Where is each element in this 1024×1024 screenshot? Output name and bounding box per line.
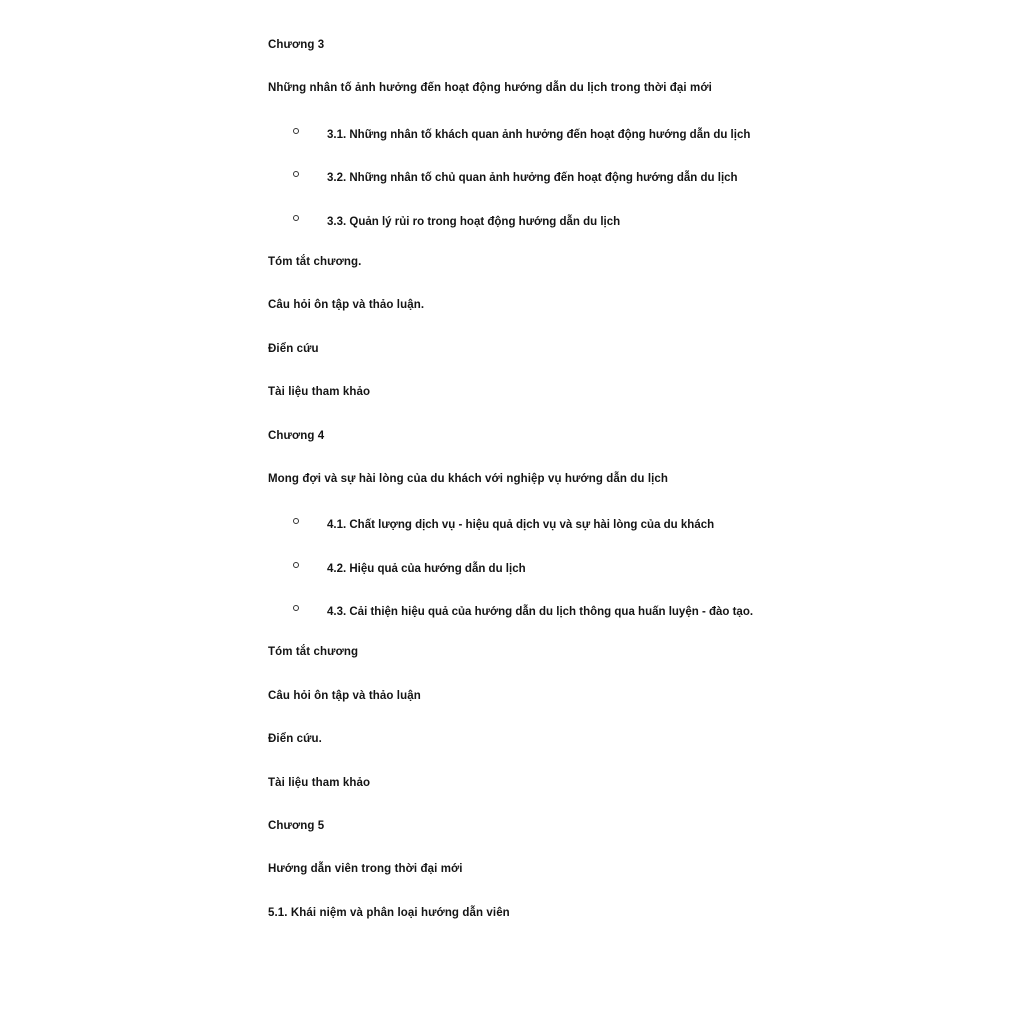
document-heading (268, 732, 968, 775)
heading-text: Câu hỏi ôn tập và thảo luận (268, 689, 421, 702)
heading-text: Hướng dẫn viên trong thời đại mới (268, 863, 463, 876)
list-item (268, 125, 968, 168)
heading-text: Chương 3 (268, 39, 325, 51)
document-heading (268, 255, 968, 298)
list-item-label: 4.1. Chất lượng dịch vụ - hiệu quả dịch vụ và sự hài lòng của du khách (327, 519, 715, 532)
document-heading (268, 298, 968, 341)
circle-bullet-icon (293, 128, 299, 134)
document-heading (268, 862, 968, 905)
list-item (268, 602, 968, 645)
list-item-label: 3.1. Những nhân tố khách quan ảnh hưởng đến hoạt động hướng dẫn du lịch (327, 128, 751, 141)
heading-text: Chương 4 (268, 429, 325, 442)
heading-text: Mong đợi và sự hài lòng của du khách với nghiệp vụ hướng dẫn du lịch (268, 472, 669, 485)
document-heading (268, 429, 968, 472)
circle-bullet-icon (293, 215, 299, 221)
document-heading (268, 819, 968, 862)
document-heading (268, 689, 968, 732)
heading-text: Câu hỏi ôn tập và thảo luận. (268, 299, 425, 312)
list-item-label: 4.3. Cải thiện hiệu quả của hướng dẫn du lịch thông qua huấn luyện - đào tạo. (327, 606, 754, 619)
document-heading (268, 342, 968, 385)
heading-text: 5.1. Khái niệm và phân loại hướng dẫn viên (268, 906, 510, 919)
list-item (268, 515, 968, 558)
document-heading (268, 472, 968, 515)
circle-bullet-icon (293, 518, 299, 524)
list-item (268, 559, 968, 602)
document-heading (268, 906, 968, 949)
list-item (268, 168, 968, 211)
list-item-label: 3.2. Những nhân tố chủ quan ảnh hưởng đến hoạt động hướng dẫn du lịch (327, 172, 738, 185)
circle-bullet-icon (293, 605, 299, 611)
document-heading (268, 38, 968, 81)
heading-text: Điển cứu. (268, 733, 322, 746)
document-heading (268, 645, 968, 688)
circle-bullet-icon (293, 562, 299, 568)
document-heading (268, 385, 968, 428)
heading-text: Tài liệu tham khảo (268, 776, 371, 789)
document-heading (268, 81, 968, 124)
list-item-label: 4.2. Hiệu quả của hướng dẫn du lịch (327, 562, 526, 575)
heading-text: Tóm tắt chương (268, 646, 359, 659)
heading-text: Điển cứu (268, 342, 319, 355)
heading-text: Tài liệu tham khảo (268, 386, 371, 399)
document-content (268, 38, 968, 949)
list-item (268, 212, 968, 255)
circle-bullet-icon (293, 171, 299, 177)
heading-text: Chương 5 (268, 820, 325, 833)
document-heading (268, 776, 968, 819)
heading-text: Tóm tắt chương. (268, 255, 362, 268)
list-item-label: 3.3. Quản lý rủi ro trong hoạt động hướng dẫn du lịch (327, 215, 621, 228)
heading-text: Những nhân tố ảnh hưởng đến hoạt động hướng dẫn du lịch trong thời đại mới (268, 82, 712, 95)
